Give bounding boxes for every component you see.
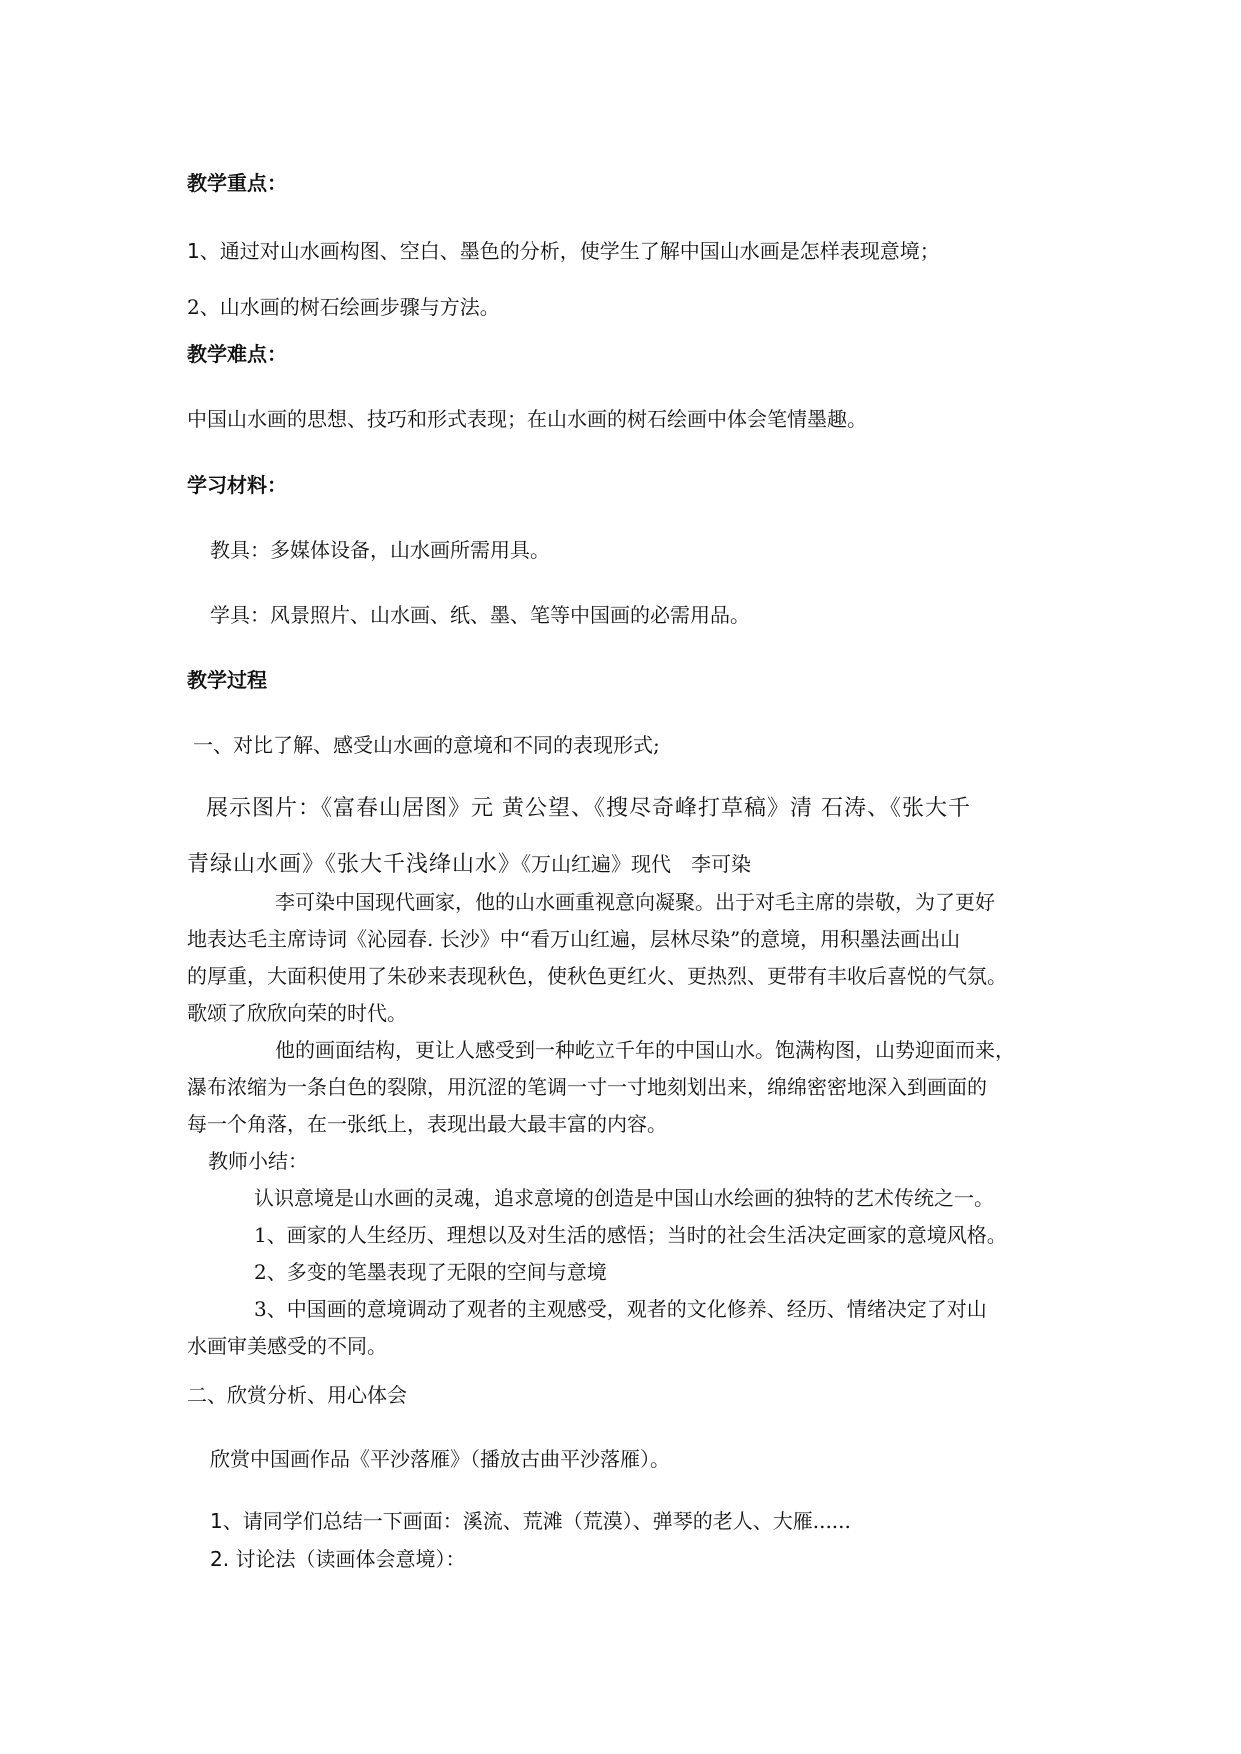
heading-difficulty-text: 教学难点：	[187, 342, 287, 366]
para2-line3: 每一个角落，在一张纸上，表现出最大最丰富的内容。	[187, 1112, 667, 1136]
para2-line1: 他的画面结构，更让人感受到一种屹立千年的中国山水。饱满构图，山势迎面而来，	[275, 1038, 1015, 1062]
section2-intro: 欣赏中国画作品《平沙落雁》（播放古曲平沙落雁）。	[210, 1447, 670, 1471]
para2-line2: 瀑布浓缩为一条白色的裂隙，用沉涩的笔调一寸一寸地刻划出来，绵绵密密地深入到画面的	[187, 1075, 987, 1099]
show-images-line2a: 青绿山水画》《张大千浅绛山水》	[187, 852, 522, 877]
summary-line1: 认识意境是山水画的灵魂，追求意境的创造是中国山水绘画的独特的艺术传统之一。	[254, 1186, 994, 1210]
section1-title-b: 山水画的意境和不同的表现形式;	[373, 733, 660, 757]
section2-item1-num: 1、	[210, 1509, 243, 1533]
section1-title	[193, 733, 660, 757]
section1-title-a: 一、对比了解、感受	[193, 733, 373, 757]
summary-line3: 2、多变的笔墨表现了无限的空间与意境	[254, 1260, 607, 1284]
summary-label: 教师小结：	[208, 1149, 308, 1173]
show-images-line2b: 《万山红遍》现代 李可染	[521, 852, 752, 876]
show-images-line2	[187, 852, 751, 877]
difficulty-text	[187, 407, 867, 431]
section2-item2	[210, 1547, 465, 1571]
section2-item1	[210, 1509, 851, 1533]
para1-line3: 的厚重，大面积使用了朱砂来表现秋色，使秋色更红火、更热烈、更带有丰收后喜悦的气氛。	[187, 964, 1007, 988]
summary-line2: 1、画家的人生经历、理想以及对生活的感悟；当时的社会生活决定画家的意境风格。	[254, 1223, 1007, 1247]
material-teacher: 教具：多媒体设备，山水画所需用具。	[210, 538, 550, 562]
para1-line1: 李可染中国现代画家，他的山水画重视意向凝聚。出于对毛主席的崇敬，为了更好	[275, 890, 995, 914]
para1-line4: 歌颂了欣欣向荣的时代。	[187, 1001, 407, 1025]
difficulty-part-b: 表现；在山水画的树石绘画中体会笔情墨趣。	[467, 407, 867, 431]
key-point-2: 2、山水画的树石绘画步骤与方法。	[187, 295, 500, 319]
difficulty-part-a: 中国山水画的思想、技巧和形式	[187, 407, 467, 431]
section2-item2-text: 讨论法（读画体会意境）：	[229, 1547, 466, 1571]
para1-line2: 地表达毛主席诗词《沁园春. 长沙》中“看万山红遍，层林尽染”的意境，用积墨法画出山	[187, 927, 961, 951]
heading-materials: 学习材料：	[187, 473, 287, 497]
heading-difficulty	[187, 342, 287, 366]
summary-line4: 3、中国画的意境调动了观者的主观感受，观者的文化修养、经历、情绪决定了对山	[254, 1297, 987, 1321]
show-images-line1: 展示图片：《富春山居图》元 黄公望、《搜尽奇峰打草稿》清 石涛、《张大千	[206, 796, 971, 821]
key-point-1: 1、通过对山水画构图、空白、墨色的分析，使学生了解中国山水画是怎样表现意境；	[187, 239, 940, 263]
material-student: 学具：风景照片、山水画、纸、墨、笔等中国画的必需用品。	[210, 603, 750, 627]
summary-line5: 水画审美感受的不同。	[187, 1334, 387, 1358]
section2-title: 二、欣赏分析、用心体会	[187, 1383, 407, 1407]
section2-item1-text: 请同学们总结一下画面：溪流、荒滩（荒漠）、弹琴的老人、大雁......	[242, 1509, 851, 1533]
heading-process: 教学过程	[187, 668, 267, 692]
heading-key-points: 教学重点：	[187, 171, 287, 195]
section2-item2-num: 2.	[210, 1547, 230, 1571]
